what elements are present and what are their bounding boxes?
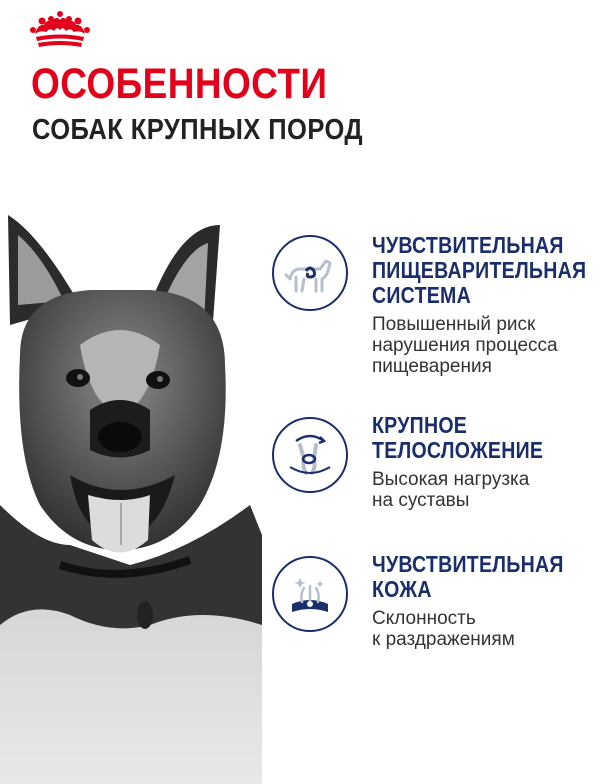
feature-heading: ЧУВСТВИТЕЛЬНАЯ	[372, 232, 564, 258]
page-title: ОСОБЕННОСТИ	[31, 60, 328, 108]
feature-description: пищеварения	[372, 356, 492, 377]
feature-heading: ЧУВСТВИТЕЛЬНАЯ	[372, 551, 564, 577]
feature-description: Склонность	[372, 608, 476, 629]
feature-description: нарушения процесса	[372, 335, 558, 356]
feature-description: на суставы	[372, 490, 470, 511]
crown-logo	[30, 10, 90, 50]
feature-description: Повышенный риск	[372, 314, 536, 335]
page-subtitle: СОБАК КРУПНЫХ ПОРОД	[32, 114, 364, 146]
skin-icon	[272, 556, 348, 632]
german-shepherd-photo	[0, 205, 262, 784]
feature-heading: ПИЩЕВАРИТЕЛЬНАЯ	[372, 257, 587, 283]
feature-description: к раздражениям	[372, 629, 515, 650]
feature-description: Высокая нагрузка	[372, 469, 530, 490]
feature-heading: СИСТЕМА	[372, 282, 471, 308]
joints-icon	[272, 417, 348, 493]
feature-heading: КОЖА	[372, 576, 432, 602]
digestion-dog-icon	[272, 235, 348, 311]
feature-heading: ТЕЛОСЛОЖЕНИЕ	[372, 437, 544, 463]
feature-heading: КРУПНОЕ	[372, 412, 468, 438]
